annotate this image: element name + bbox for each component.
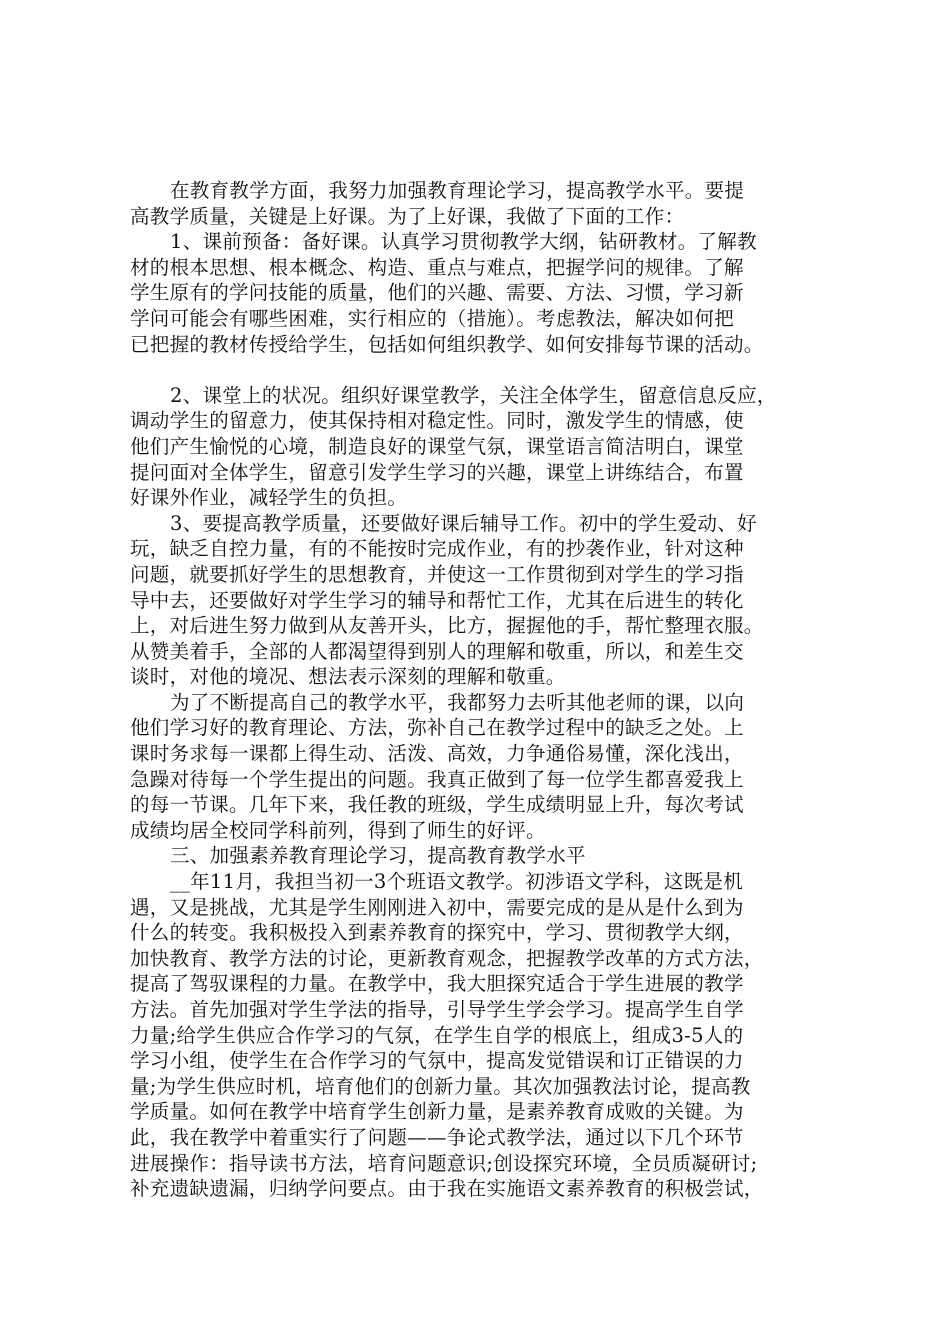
text-line: 学质量。如何在教学中培育学生创新力量，是素养教育成败的关键。为 xyxy=(130,1100,744,1124)
text-line: 问题，就要抓好学生的思想教育，并使这一工作贯彻到对学生的学习指 xyxy=(130,562,744,586)
text-line: 从赞美着手，全部的人都渴望得到别人的理解和敬重，所以，和差生交 xyxy=(130,639,744,663)
text-line: 调动学生的留意力，使其保持相对稳定性。同时，激发学生的情感，使 xyxy=(130,409,744,433)
text-line: 加快教育、教学方法的讨论，更新教育观念，把握教学改革的方式方法， xyxy=(130,946,764,970)
text-line: 的每一节课。几年下来，我任教的班级，学生成绩明显上升，每次考试 xyxy=(130,793,744,817)
text-line: 上，对后进生努力做到从友善开头，比方，握握他的手，帮忙整理衣服。 xyxy=(130,614,764,638)
section-heading: 三、加强素养教育理论学习，提高教育教学水平 xyxy=(170,844,586,868)
text-line: 2、课堂上的状况。组织好课堂教学，关注全体学生，留意信息反应， xyxy=(170,383,777,407)
text-line: 3、要提高教学质量，还要做好课后辅导工作。初中的学生爱动、好 xyxy=(170,511,757,535)
text-line: 什么的转变。我积极投入到素养教育的探究中，学习、贯彻教学大纲， xyxy=(130,921,744,945)
text-line: 在教育教学方面，我努力加强教育理论学习，提高教学水平。要提 xyxy=(170,179,745,202)
text-line: 好课外作业，减轻学生的负担。 xyxy=(130,486,408,510)
text-line: 遇，又是挑战，尤其是学生刚刚进入初中，需要完成的是从是什么到为 xyxy=(130,895,744,919)
text-line: 方法。首先加强对学生学法的指导，引导学生学会学习。提高学生自学 xyxy=(130,998,744,1021)
text-line: 他们学习好的教育理论、方法，弥补自己在教学过程中的缺乏之处。上 xyxy=(130,716,744,740)
text-line: 力量;给学生供应合作学习的气氛，在学生自学的根底上，组成3-5人的 xyxy=(130,1023,744,1047)
text-line: 已把握的教材传授给学生，包括如何组织教学、如何安排每节课的活动。 xyxy=(130,332,764,356)
text-line: 学生原有的学问技能的质量，他们的兴趣、需要、方法、习惯，学习新 xyxy=(130,281,744,305)
text-line: 他们产生愉悦的心境，制造良好的课堂气氛，课堂语言简洁明白，课堂 xyxy=(130,434,744,458)
text-line: 进展操作：指导读书方法，培育问题意识;创设探究环境，全员质凝研讨; xyxy=(130,1151,758,1175)
text-line: 学问可能会有哪些困难，实行相应的（措施）。考虑教法，解决如何把 xyxy=(130,306,735,330)
text-line: 高教学质量，关键是上好课。为了上好课，我做了下面的工作： xyxy=(130,204,685,228)
text-line: 提高了驾驭课程的力量。在教学中，我大胆探究适合于学生进展的教学 xyxy=(130,972,744,996)
text-line: 1、课前预备：备好课。认真学习贯彻教学大纲，钻研教材。了解教 xyxy=(170,230,757,254)
text-line: 补充遗缺遗漏，归纳学问要点。由于我在实施语文素养教育的积极尝试， xyxy=(130,1177,764,1201)
text-line: 为了不断提高自己的教学水平，我都努力去听其他老师的课，以向 xyxy=(170,690,745,714)
text-line: 此，我在教学中着重实行了问题——争论式教学法，通过以下几个环节 xyxy=(130,1125,744,1149)
text-line: __年11月，我担当初一3个班语文教学。初涉语文学科，这既是机 xyxy=(170,870,744,894)
text-line: 量;为学生供应时机，培育他们的创新力量。其次加强教法讨论，提高教 xyxy=(130,1074,751,1098)
text-line: 导中去，还要做好对学生学习的辅导和帮忙工作，尤其在后进生的转化 xyxy=(130,588,744,612)
document-body xyxy=(130,178,850,1202)
paragraph-gap xyxy=(130,357,850,383)
text-line: 成绩均居全校同学科前列，得到了师生的好评。 xyxy=(130,818,546,842)
text-line: 急躁对待每一个学生提出的问题。我真正做到了每一位学生都喜爱我上 xyxy=(130,767,744,791)
text-line: 课时务求每一课都上得生动、活泼、高效，力争通俗易懂，深化浅出， xyxy=(130,742,744,766)
text-line: 谈时，对他的境况、想法表示深刻的理解和敬重。 xyxy=(130,665,566,689)
text-line: 材的根本思想、根本概念、构造、重点与难点，把握学问的规律。了解 xyxy=(130,255,744,279)
text-line: 提问面对全体学生，留意引发学生学习的兴趣，课堂上讲练结合，布置 xyxy=(130,460,744,484)
text-line: 玩，缺乏自控力量，有的不能按时完成作业，有的抄袭作业，针对这种 xyxy=(130,537,744,561)
text-line: 学习小组，使学生在合作学习的气氛中，提高发觉错误和订正错误的力 xyxy=(130,1049,744,1073)
